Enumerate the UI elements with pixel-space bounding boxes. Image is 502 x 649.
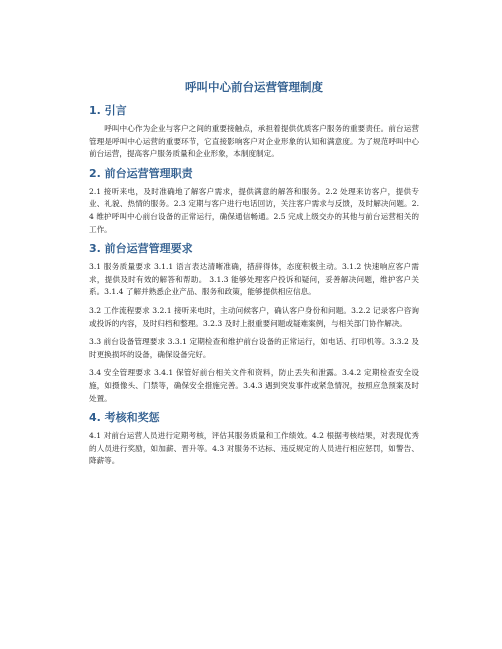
section-heading: 4. 考核和奖惩 bbox=[89, 411, 160, 425]
section-heading: 2. 前台运营管理职责 bbox=[89, 166, 193, 180]
section-paragraph: 3.1 服务质量要求 3.1.1 语言表达清晰准确，措辞得体，态度积极主动。3.1.2 快速响应客户需求，提供及时有效的解答和帮助。 3.1.3 能够处理客户投诉和疑问，妥善解决问题，维护客户关系。3.1.4 了解并熟悉企业产品、服务和政策，能够提供相应信息。 bbox=[89, 262, 419, 297]
section-introduction bbox=[89, 104, 419, 161]
section-evaluation bbox=[89, 411, 419, 468]
document-title: 呼叫中心前台运营管理制度 bbox=[185, 80, 323, 94]
section-paragraph: 呼叫中心作为企业与客户之间的重要接触点，承担着提供优质客户服务的重要责任。前台运营管理是呼叫中心运营的重要环节，它直接影响客户对企业形象的认知和满意度。为了规范呼叫中心前台运营，提高客户服务质量和企业形象，本制度制定。 bbox=[89, 124, 419, 159]
section-requirements bbox=[89, 242, 419, 405]
section-heading: 1. 引言 bbox=[89, 104, 127, 117]
section-paragraph: 4.1 对前台运营人员进行定期考核，评估其服务质量和工作绩效。4.2 根据考核结果，对表现优秀的人员进行奖励，如加薪、晋升等。4.3 对服务不达标、违反规定的人员进行相应惩罚，如警告、降薪等。 bbox=[89, 431, 419, 466]
section-heading: 3. 前台运营管理要求 bbox=[89, 242, 193, 256]
section-paragraph: 3.4 安全管理要求 3.4.1 保管好前台相关文件和资料，防止丢失和泄露。3.4.2 定期检查安全设施，如摄像头、门禁等，确保安全措施完善。3.4.3 遇到突发事件或紧急情况，按照应急预案及时处置。 bbox=[89, 368, 419, 403]
document-content bbox=[89, 80, 419, 474]
section-paragraph: 3.2 工作流程要求 3.2.1 接听来电时，主动问候客户，确认客户身份和问题。3.2.2 记录客户咨询或投诉的内容，及时归档和整理。3.2.3 及时上报重要问题或疑难案例，与相关部门协作解决。 bbox=[89, 305, 419, 328]
section-paragraph: 2.1 接听来电，及时准确地了解客户需求，提供满意的解答和服务。2.2 处理来访客户，提供专业、礼貌、热情的服务。2.3 定期与客户进行电话回访，关注客户需求与反馈，及时解决问题。2.4 维护呼叫中心前台设备的正常运行，确保通信畅通。2.5 完成上级交办的其他与前台运营相关的工作。 bbox=[89, 186, 419, 234]
section-responsibilities bbox=[89, 167, 419, 236]
section-paragraph: 3.3 前台设备管理要求 3.3.1 定期检查和维护前台设备的正常运行，如电话、打印机等。3.3.2 及时更换损坏的设备，确保设备完好。 bbox=[89, 337, 419, 359]
